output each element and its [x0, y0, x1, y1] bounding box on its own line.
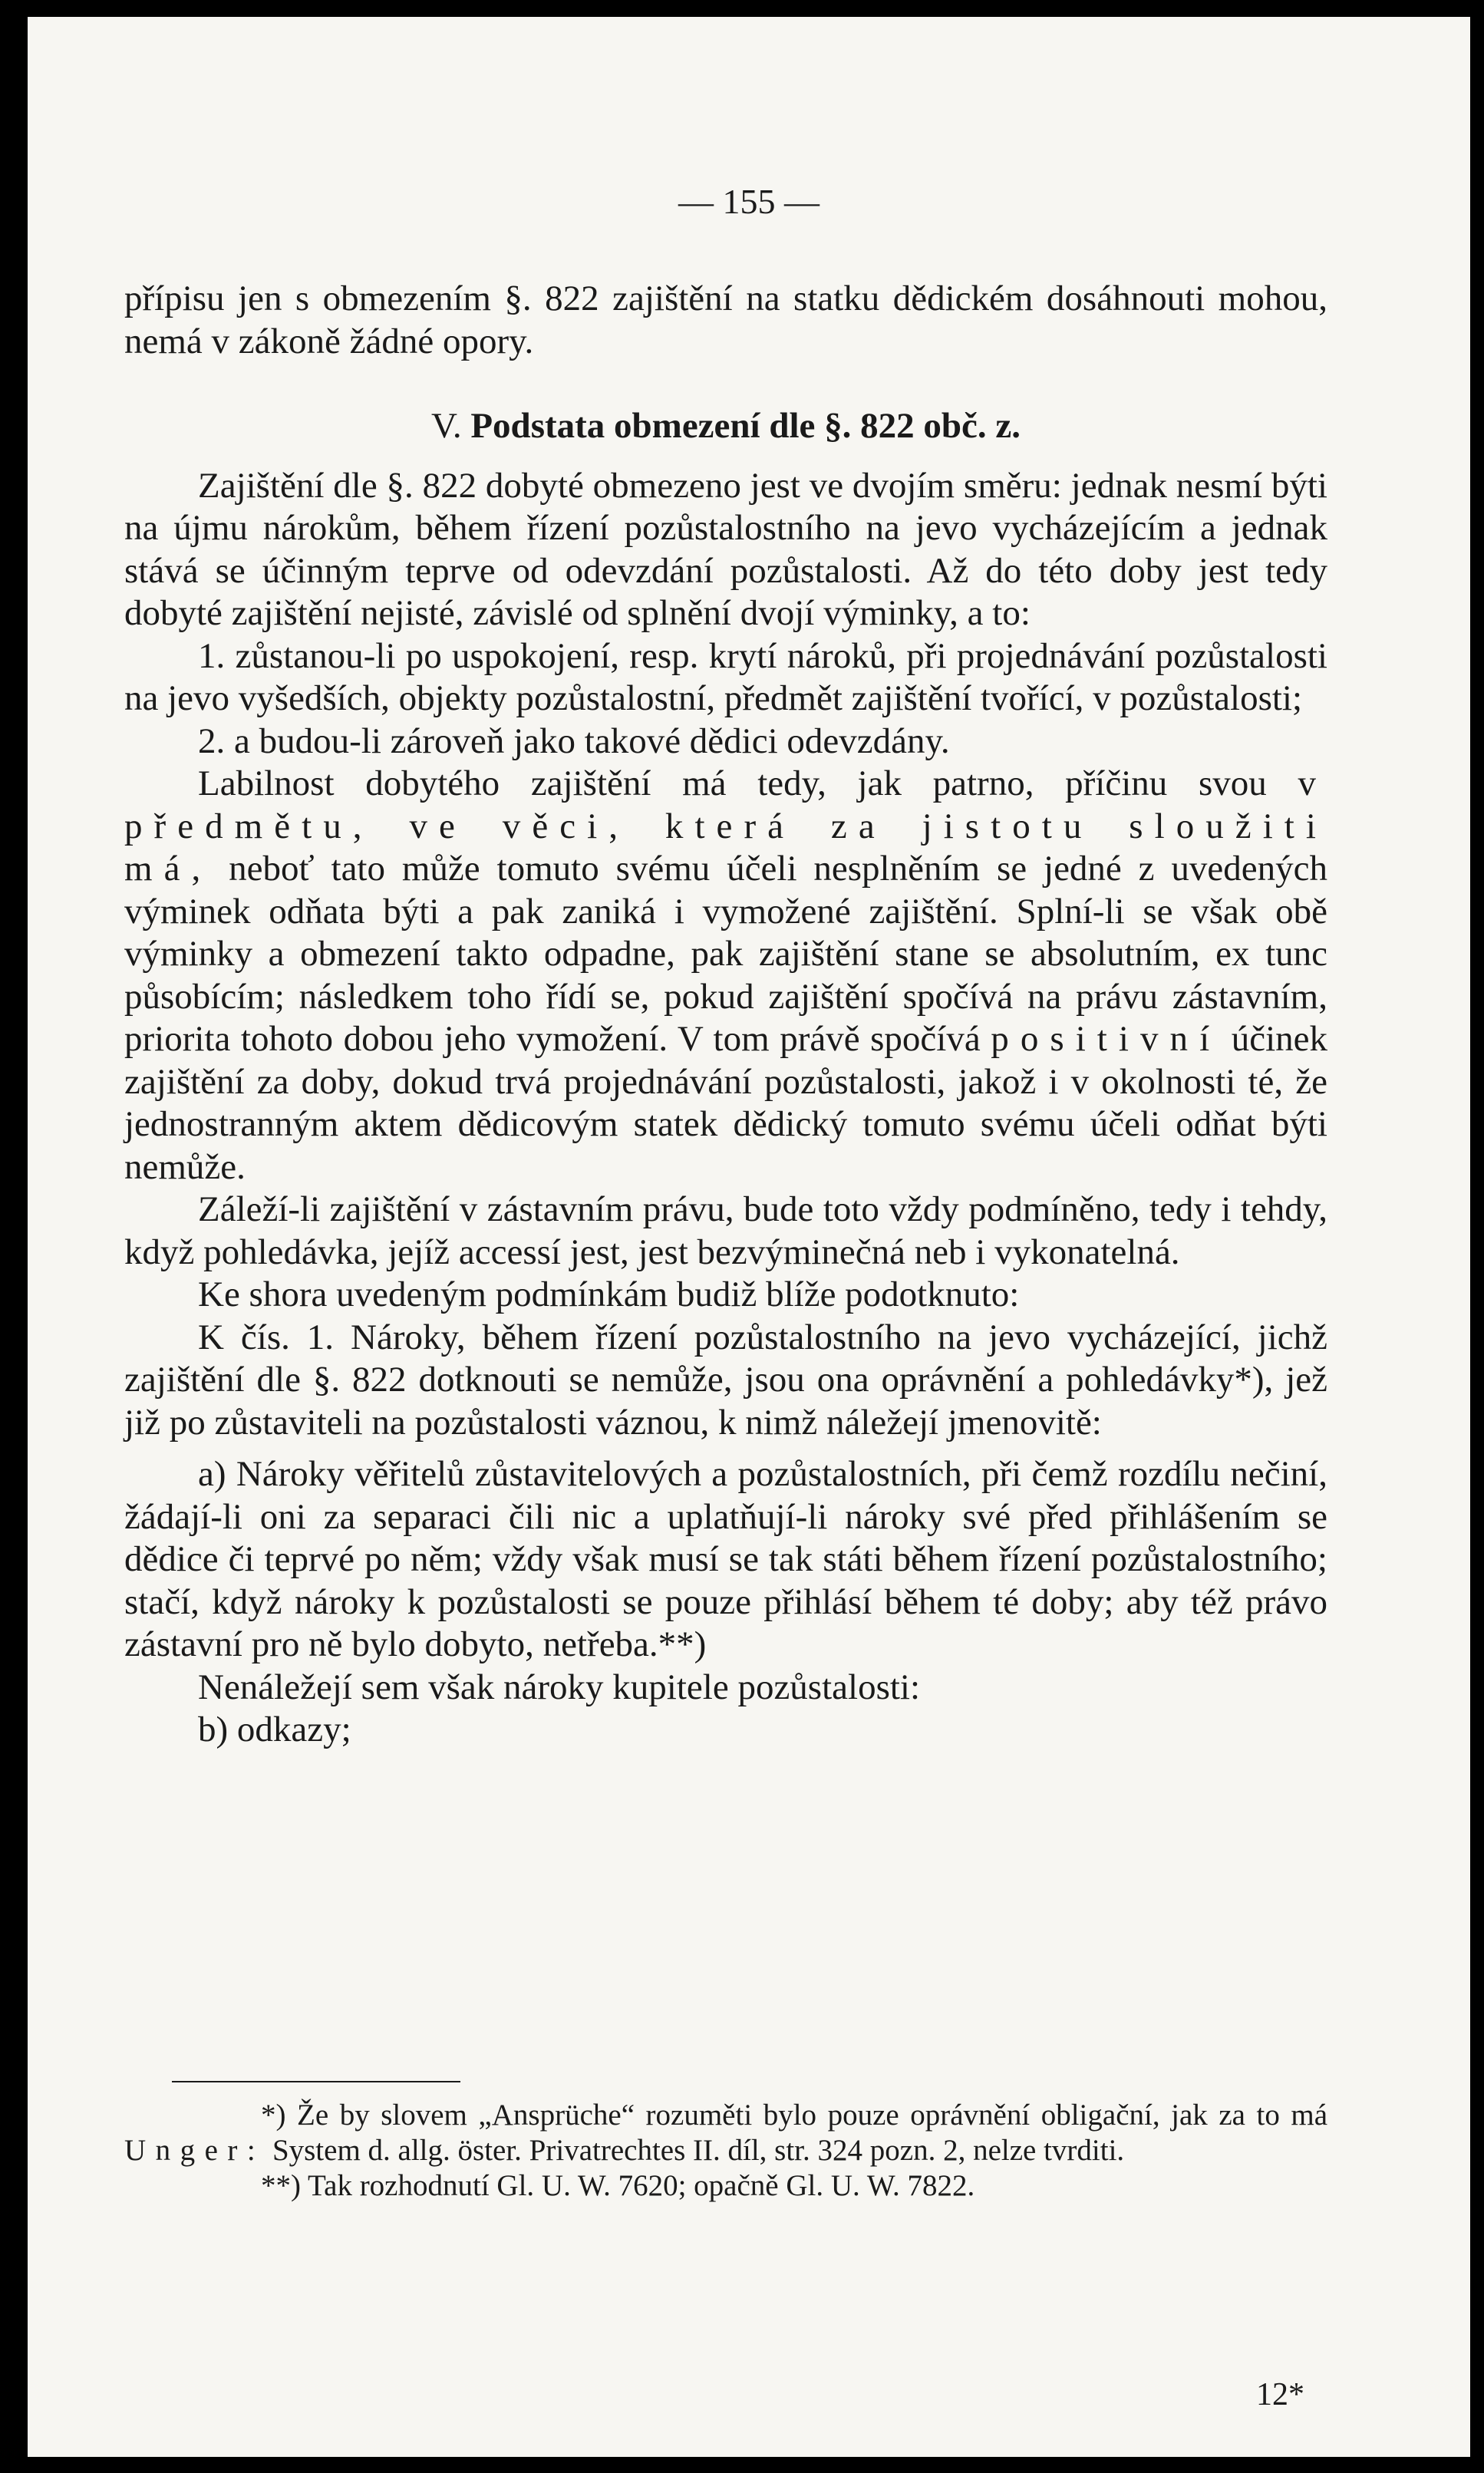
intro-paragraph: přípisu jen s obmezením §. 822 zajištění na statku dědickém dosáhnouti mohou, nemá v zákoně žádné opory. [124, 279, 1327, 361]
paragraph-6: Ke shora uvedeným podmínkám budiž blíže podotknuto: [198, 1274, 1020, 1314]
footnote-1 [124, 2098, 1327, 2168]
paragraph-4-emphasis: v předmětu, ve věci, která za jistotu sloužiti má, [124, 763, 1327, 889]
paragraph-4 [124, 763, 1327, 1189]
paragraph-1: Zajištění dle §. 822 dobyté obmezeno jest ve dvojím směru: jednak nesmí býti na újmu nárokům, během řízení pozůstalostního na jevo vycházejícím a jednak stává se účinným teprve od odevzdání pozůstalosti. Až do této doby jest tedy dobyté zajištění nejisté, závislé od splnění dvojí výminky, a to: [124, 465, 1327, 633]
section-number: V. [430, 406, 462, 446]
footnote-divider [172, 2081, 460, 2082]
footnote-2: **) Tak rozhodnutí Gl. U. W. 7620; opačně Gl. U. W. 7822. [261, 2169, 975, 2202]
paragraph-9: Nenáležejí sem však nároky kupitele pozůstalosti: [198, 1667, 921, 1707]
footnote-1-part-a: *) Že by slovem „Ansprüche“ rozuměti bylo pouze oprávnění obligační, jak za to má [261, 2099, 1327, 2132]
page-number: — 155 — [678, 182, 819, 221]
paragraph-8: a) Nároky věřitelů zůstavitelových a pozůstalostních, při čemž rozdílu nečiní, žádají-li oni za separaci čili nic a uplatňují-li nároky své před přihlášením se dědice či teprvé po něm; vždy však musí se tak státi během řízení pozůstalostního; stačí, když nároky k pozůstalosti se pouze přihlásí během té doby; aby též právo zástavní pro ně bylo dobyto, netřeba.**) [124, 1454, 1327, 1664]
section-title: Podstata obmezení dle §. 822 obč. z. [470, 406, 1021, 446]
signature-mark: 12* [1256, 2377, 1304, 2412]
paragraph-3: 2. a budou-li zároveň jako takové dědici odevzdány. [198, 720, 950, 761]
footnote-1-part-b: System d. allg. öster. Privatrechtes II. díl, str. 324 pozn. 2, nelze tvrditi. [265, 2134, 1125, 2167]
section-heading [124, 405, 1327, 448]
paragraph-10: b) odkazy; [198, 1710, 351, 1749]
paragraph-4-emphasis-2: positivní [991, 1019, 1222, 1059]
paragraph-5: Záleží-li zajištění v zástavním právu, bude toto vždy podmíněno, tedy i tehdy, když pohledávka, jejíž accessí jest, jest bezvýminečná neb i vykonatelná. [124, 1189, 1327, 1272]
footnote-1-author: Unger: [124, 2134, 265, 2167]
paragraph-4-part-b: neboť tato může tomuto svému účeli nesplněním se jedné z uvedených výminek odňata býti a pak zaniká i vymožené zajištění. Splní-li se však obě výminky a obmezení takto odpadne, pak zajištění stane se absolutním, ex tunc působícím; následkem toho řídí se, pokud zajištění spočívá na právu zástavním, priorita tohoto dobou jeho vymožení. V tom právě spočívá [124, 849, 1327, 1059]
paragraph-4-part-c: účinek zajištění za doby, dokud trvá projednávání pozůstalosti, jakož i v okolnosti té, že jednostranným aktem dědicovým statek dědický tomuto svému účeli odňat býti nemůže. [124, 1019, 1328, 1187]
paragraph-4-part-a: Labilnost dobytého zajištění má tedy, jak patrno, příčinu svou [198, 763, 1298, 803]
page-sheet [28, 17, 1470, 2457]
body-text [124, 278, 1327, 1752]
paragraph-7: K čís. 1. Nároky, během řízení pozůstalostního na jevo vycházející, jichž zajištění dle §. 822 dotknouti se nemůže, jsou ona oprávnění a pohledávky*), jež již po zůstaviteli na pozůstalosti váznou, k nimž náležejí jmenovitě: [124, 1317, 1327, 1443]
paragraph-2: 1. zůstanou-li po uspokojení, resp. krytí nároků, při projednávání pozůstalosti na jevo vyšedších, objekty pozůstalostní, předmět zajištění tvořící, v pozůstalosti; [124, 635, 1327, 718]
footnotes [124, 2098, 1327, 2204]
